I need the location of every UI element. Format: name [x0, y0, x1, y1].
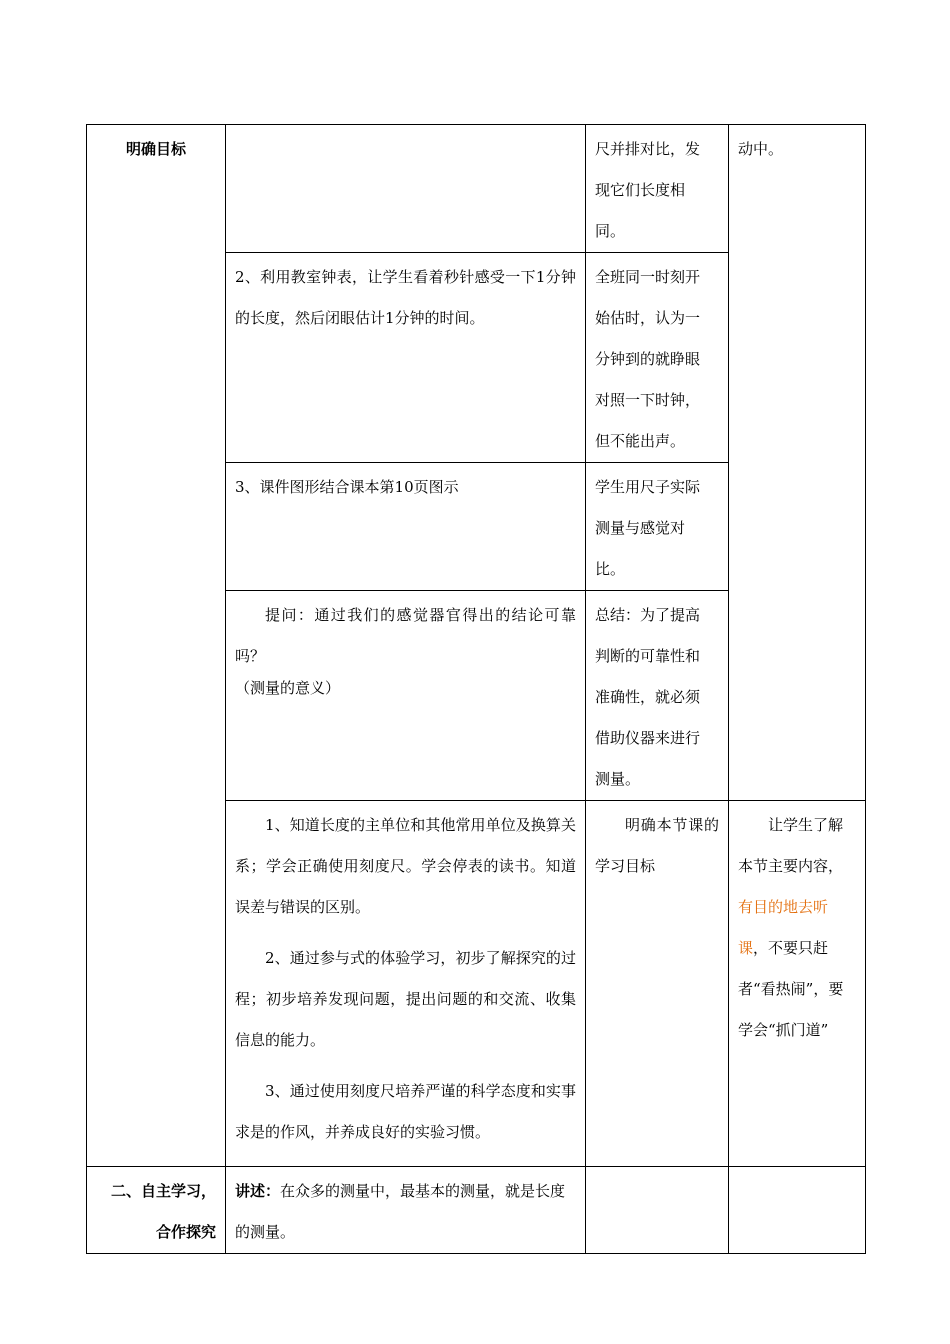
- text-line: 测量。: [595, 770, 641, 788]
- text-line: 对照一下时钟，: [595, 391, 701, 409]
- intent-rest: ，不要只赶者“看热闹”，要学会“抓门道”: [738, 939, 844, 1039]
- design-intent-cell: [729, 801, 866, 1167]
- text-line: 全班同一时刻开: [595, 268, 701, 286]
- teacher-activity-cell: [226, 1167, 586, 1254]
- text-line: 现它们长度相: [595, 181, 686, 199]
- table-row: [87, 125, 866, 253]
- goal-item: 3、通过使用刻度尺培养严谨的科学态度和实事求是的作风，并养成良好的实验习惯。: [235, 1082, 576, 1141]
- student-activity-cell: [586, 591, 729, 801]
- student-activity-cell: [586, 463, 729, 591]
- section-label-line: 合作探究: [155, 1223, 216, 1241]
- teacher-activity-cell: [226, 463, 586, 591]
- table-row: [87, 1167, 866, 1254]
- text-line: 尺并排对比，发: [595, 140, 701, 158]
- section-label-line: 二、自主学习，: [110, 1182, 216, 1200]
- student-activity-cell: [586, 125, 729, 253]
- teacher-activity-cell: [226, 125, 586, 253]
- text-line: 但不能出声。: [595, 432, 686, 450]
- learning-goals-cell: [226, 801, 586, 1167]
- question-text: 提问：通过我们的感觉器官得出的结论可靠吗？: [235, 606, 576, 665]
- narration-text: 在众多的测量中，最基本的测量，就是长度的测量。: [235, 1182, 566, 1241]
- student-activity-cell: [586, 801, 729, 1167]
- text-line: 始估时，认为一: [595, 309, 701, 327]
- goal-item: 1、知道长度的主单位和其他常用单位及换算关系；学会正确使用刻度尺。学会停表的读书。知道误差与错误的区别。: [235, 816, 576, 916]
- section-label-goals: 明确目标: [87, 125, 226, 1167]
- teacher-text: 2、利用教室钟表，让学生看着秒针感受一下1分钟的长度，然后闭眼估计1分钟的时间。: [235, 268, 576, 327]
- student-activity-cell: [586, 1167, 729, 1254]
- goal-item: 2、通过参与式的体验学习，初步了解探究的过程；初步培养发现问题，提出问题的和交流、收集信息的能力。: [235, 949, 576, 1049]
- section-label-self-study: [87, 1167, 226, 1254]
- design-intent-cell: [729, 1167, 866, 1254]
- student-text: 明确本节课的学习目标: [595, 816, 719, 875]
- text-line: 总结：为了提高: [595, 606, 701, 624]
- student-activity-cell: [586, 253, 729, 463]
- question-note: （测量的意义）: [235, 679, 341, 697]
- teacher-activity-cell: [226, 253, 586, 463]
- text-line: 同。: [595, 222, 626, 240]
- narration-label: 讲述：: [235, 1182, 281, 1200]
- intent-line: 让学生了解: [768, 816, 844, 834]
- text-line: 学生用尺子实际: [595, 478, 701, 496]
- text-line: 准确性，就必须: [595, 688, 701, 706]
- text-line: 借助仪器来进行: [595, 729, 701, 747]
- teacher-text: 3、课件图形结合课本第10页图示: [235, 478, 459, 496]
- lesson-plan-table: [86, 124, 866, 1254]
- text-line: 判断的可靠性和: [595, 647, 701, 665]
- teacher-activity-cell: [226, 591, 586, 801]
- text-line: 分钟到的就睁眼: [595, 350, 701, 368]
- intent-highlight: 有目的地去听课: [738, 898, 829, 957]
- intent-line: 本节主要内容，: [738, 857, 844, 875]
- design-intent-cell: 动中。: [729, 125, 866, 801]
- text-line: 比。: [595, 560, 626, 578]
- text-line: 测量与感觉对: [595, 519, 686, 537]
